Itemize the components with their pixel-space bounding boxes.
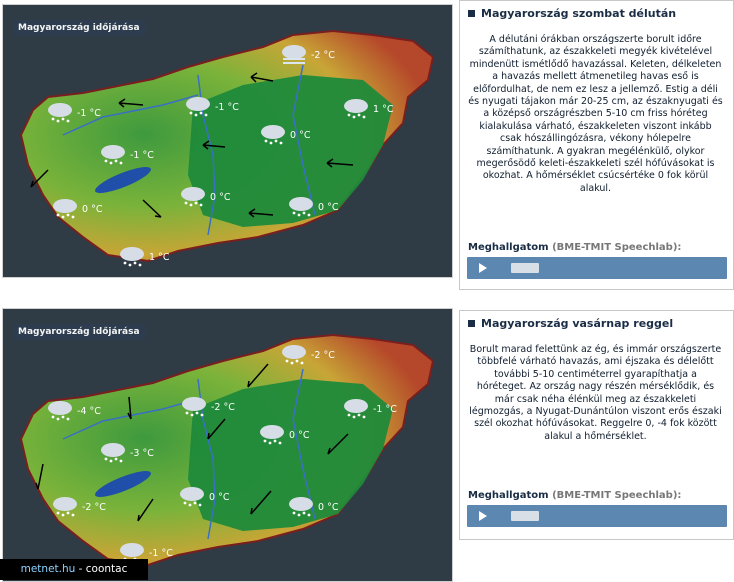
map-title: Magyarország időjárása [13, 324, 145, 340]
snow-cloud-icon [45, 399, 75, 423]
temperature-label: 0 °C [209, 491, 230, 503]
temperature-label: -4 °C [77, 405, 101, 417]
temperature-label: -1 °C [373, 403, 397, 415]
snow-cloud-icon [179, 395, 209, 419]
weather-marker[interactable] [279, 343, 335, 367]
snow-cloud-icon [286, 495, 316, 519]
forecast-saturday-panel [459, 0, 734, 290]
weather-marker[interactable] [341, 97, 393, 121]
weather-marker[interactable] [178, 185, 230, 209]
temperature-label: -1 °C [130, 149, 154, 161]
play-icon[interactable] [479, 511, 487, 521]
forecast-title: Magyarország szombat délután [468, 7, 676, 20]
weather-marker[interactable] [117, 245, 169, 269]
listen-label: Meghallgatom (BME-TMIT Speechlab): [468, 490, 682, 501]
snow-cloud-icon [341, 97, 371, 121]
play-icon[interactable] [479, 263, 487, 273]
temperature-label: 0 °C [318, 501, 339, 513]
snow-cloud-icon [257, 423, 287, 447]
weather-marker[interactable] [341, 397, 397, 421]
weather-marker[interactable] [98, 441, 154, 465]
temperature-label: -1 °C [77, 107, 101, 119]
author-name: coontac [85, 563, 128, 575]
listen-label: Meghallgatom (BME-TMIT Speechlab): [468, 242, 682, 253]
snow-cloud-icon [98, 143, 128, 167]
temperature-label: -2 °C [211, 401, 235, 413]
bullet-square-icon [468, 320, 475, 327]
temperature-label: 0 °C [210, 191, 231, 203]
snow-cloud-icon [45, 101, 75, 125]
map-graphic [3, 5, 453, 278]
snow-cloud-icon [117, 245, 147, 269]
weather-marker[interactable] [179, 395, 235, 419]
map-title: Magyarország időjárása [13, 20, 145, 36]
forecast-sunday-panel [459, 310, 734, 540]
temperature-label: -2 °C [311, 349, 335, 361]
snow-cloud-icon [286, 195, 316, 219]
weather-marker[interactable] [45, 399, 101, 423]
snow-cloud-icon [258, 123, 288, 147]
temperature-label: 1 °C [149, 251, 170, 263]
snow-cloud-icon [178, 185, 208, 209]
weather-marker[interactable] [50, 197, 102, 221]
weather-map-saturday [2, 4, 453, 278]
audio-player[interactable] [467, 257, 727, 279]
temperature-label: 0 °C [82, 203, 103, 215]
weather-marker[interactable] [183, 95, 239, 119]
weather-marker[interactable] [258, 123, 310, 147]
snow-cloud-icon [183, 95, 213, 119]
temperature-label: -2 °C [82, 501, 106, 513]
weather-marker[interactable] [257, 423, 309, 447]
weather-marker[interactable] [286, 195, 338, 219]
weather-map-sunday [2, 308, 453, 582]
temperature-label: 0 °C [290, 129, 311, 141]
bullet-square-icon [468, 10, 475, 17]
snow-cloud-icon [50, 197, 80, 221]
temperature-label: 0 °C [289, 429, 310, 441]
snow-cloud-icon [98, 441, 128, 465]
site-name[interactable]: metnet.hu [20, 563, 76, 575]
weather-marker[interactable] [177, 485, 229, 509]
temperature-label: 1 °C [373, 103, 394, 115]
temperature-label: -2 °C [311, 49, 335, 61]
audio-seek-slider[interactable] [511, 511, 539, 521]
temperature-label: -3 °C [130, 447, 154, 459]
snow-cloud-icon [177, 485, 207, 509]
site-footer [0, 559, 148, 580]
temperature-label: -1 °C [215, 101, 239, 113]
forecast-text: A délutáni órákban országszerte borult időre számíthatunk, az északkeleti megyék kivételével mindenütt ismétlődő havazással. Keleten, délkeleten a havazás mellett átmenetileg havas eső is előfordulhat, de nem ez lesz a jellemző. Estig a déli és nyugati tájakon már 20-25 cm, az északnyugati és a középső országrészben 5-10 cm friss hóréteg kialakulása várható, északkeleten viszont inkább csak hószállingózásra, vékony hólepelre számíthatunk. A gyakran megélénkülő, olykor megerősödő keleti-északkeleti szél hófúvásokat is okozhat. A hőmérséklet csúcsértéke 0 fok körül alakul. [468, 34, 723, 194]
snow-cloud-icon [341, 397, 371, 421]
weather-marker[interactable] [98, 143, 154, 167]
snow-cloud-icon [50, 495, 80, 519]
forecast-text: Borult marad felettünk az ég, és immár országszerte többfelé várható havazás, ami éjszaka és délelőtt további 5-10 centiméterrel gyarapíthatja a hóréteget. Az ország nagy részén mérséklődik, és már csak néha élénkül meg az északkeleti légmozgás, a Nyugat-Dunántúlon viszont erős északi szél okozhat hófúvásokat. Reggelre 0, -4 fok között alakul a hőmérséklet. [469, 344, 722, 442]
weather-marker[interactable] [45, 101, 101, 125]
audio-player[interactable] [467, 505, 727, 527]
snow-cloud-icon [279, 343, 309, 367]
weather-marker[interactable] [50, 495, 106, 519]
forecast-title: Magyarország vasárnap reggel [468, 317, 673, 330]
temperature-label: 0 °C [318, 201, 339, 213]
weather-marker[interactable] [279, 43, 335, 67]
map-graphic [3, 309, 453, 582]
audio-seek-slider[interactable] [511, 263, 539, 273]
temperature-label: -1 °C [149, 547, 173, 559]
fog-icon [279, 43, 309, 67]
weather-marker[interactable] [286, 495, 338, 519]
footer-separator: - [75, 563, 86, 575]
